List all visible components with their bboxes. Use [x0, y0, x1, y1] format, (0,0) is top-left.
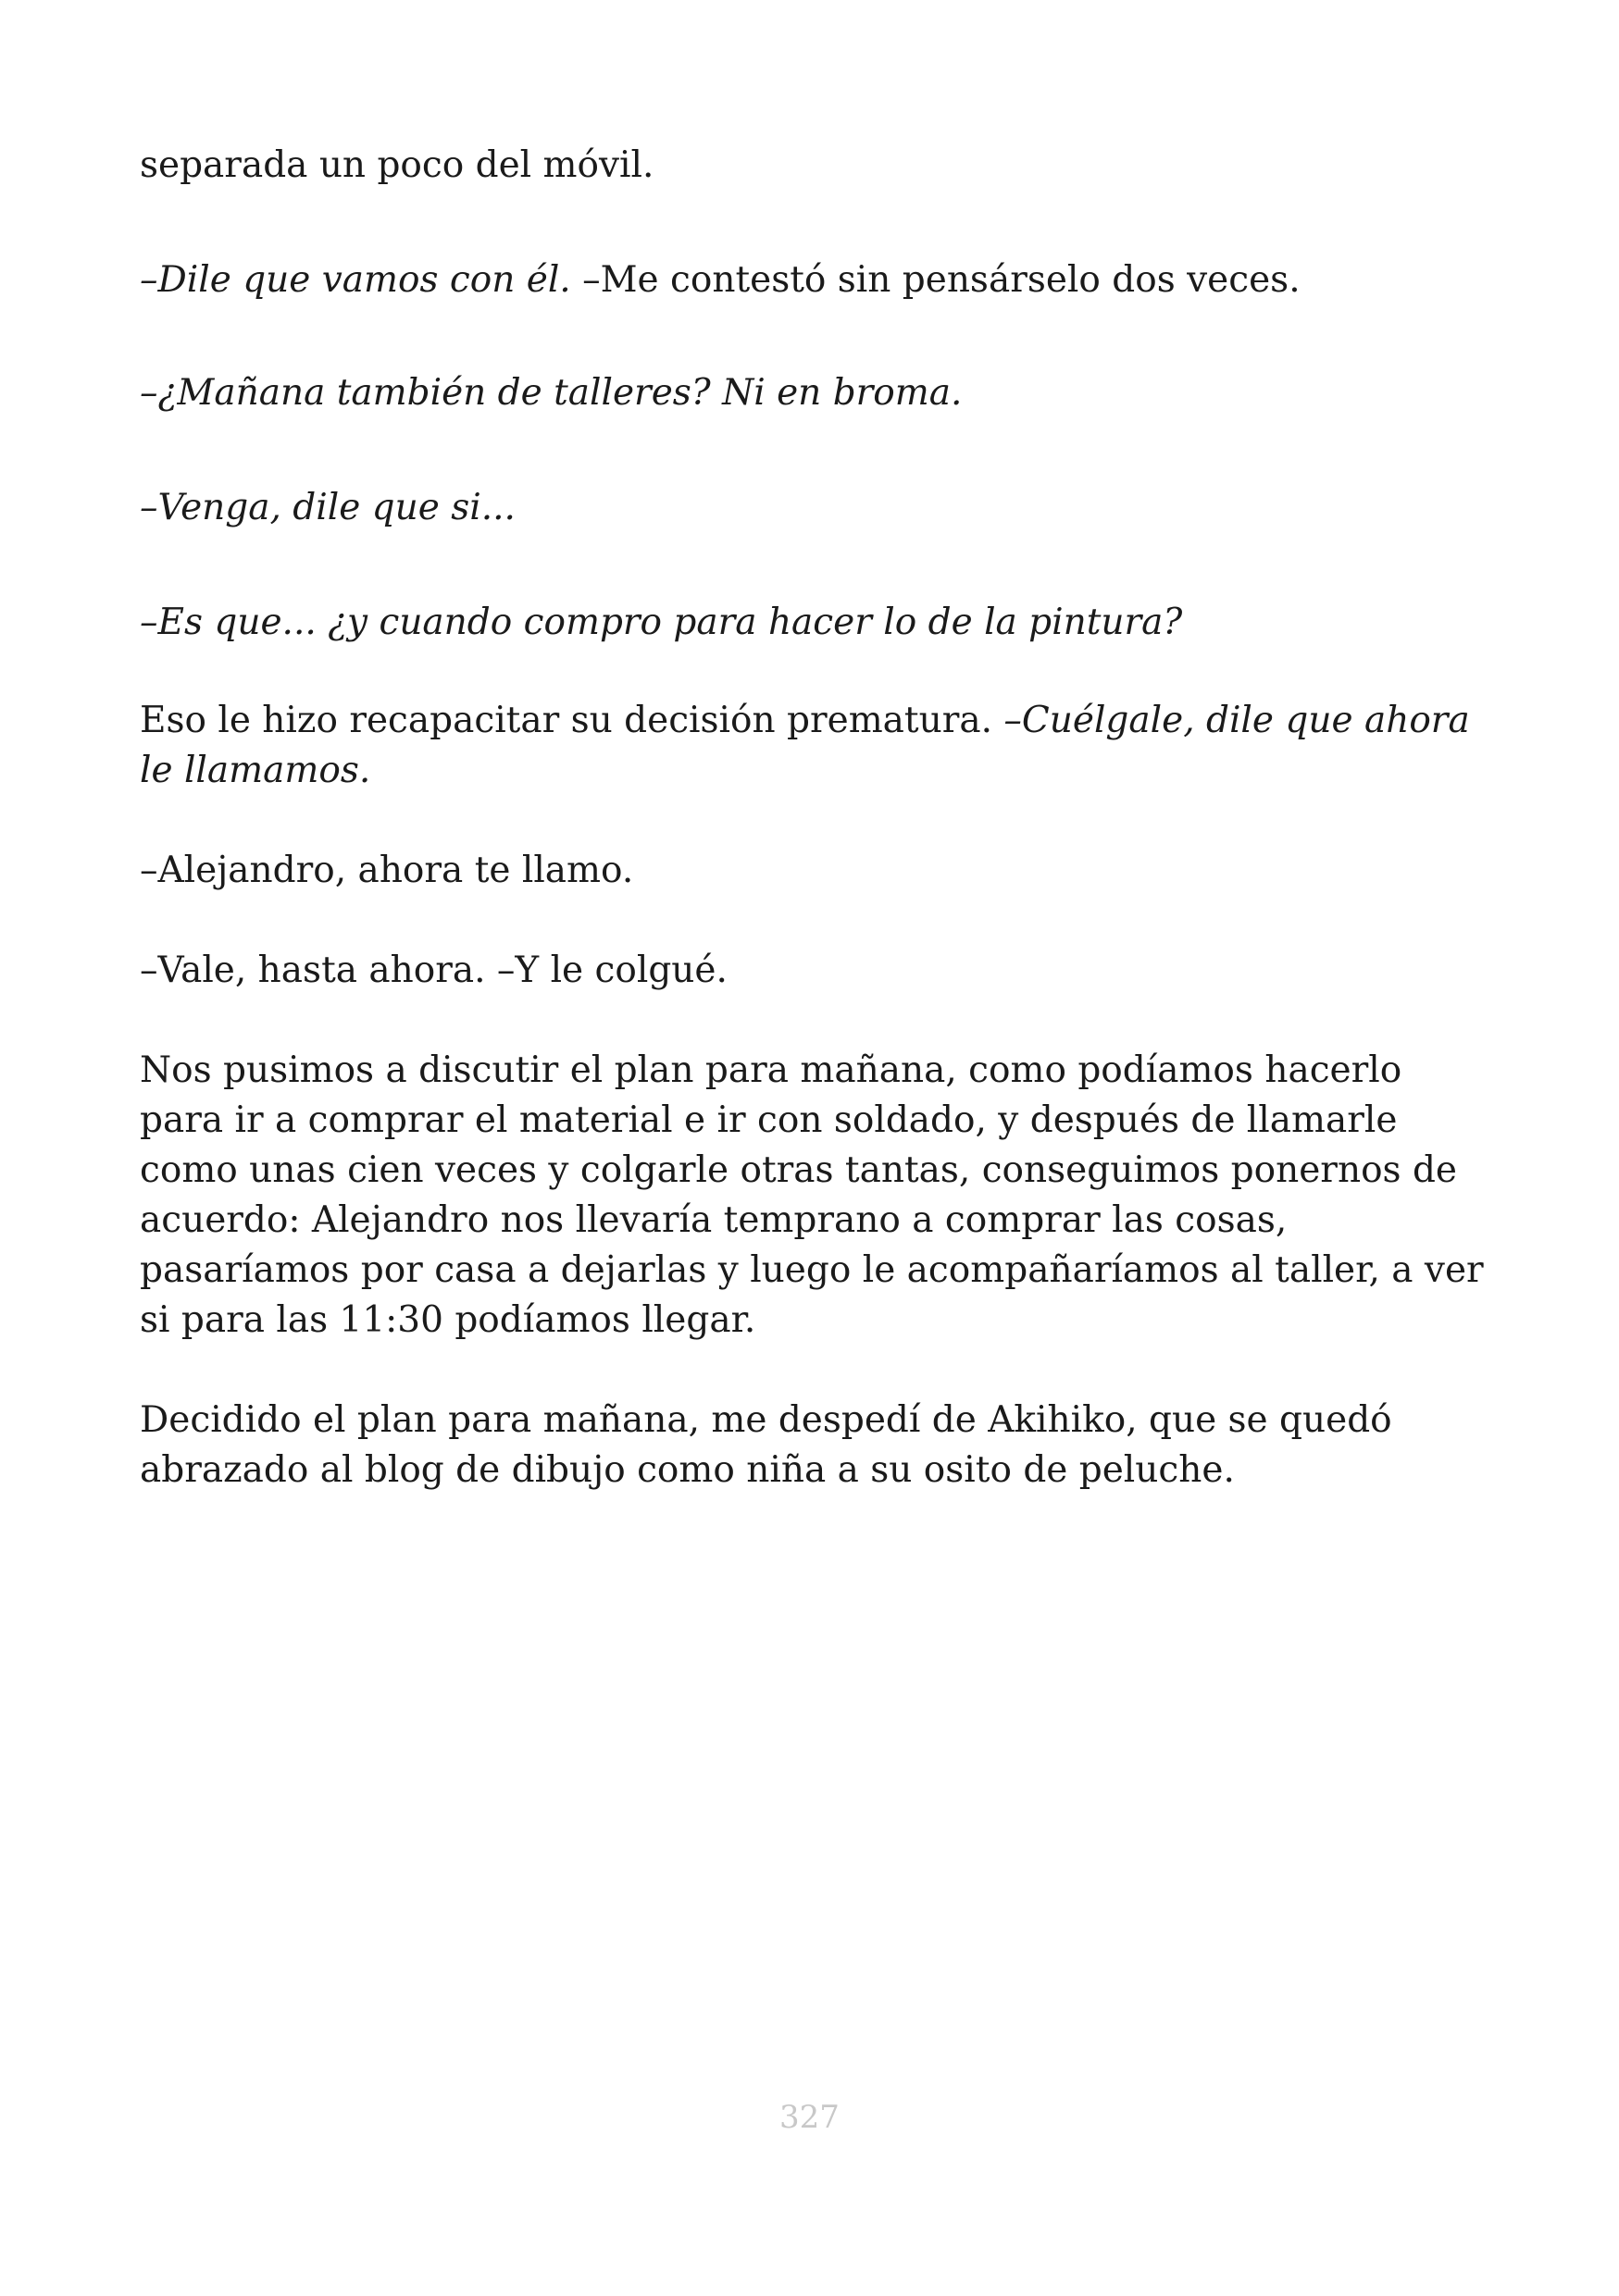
paragraph-3-dialogue: –¿Mañana también de talleres? Ni en broma.: [140, 372, 963, 414]
paragraph-2-dialogue: –Dile que vamos con él.: [140, 259, 571, 301]
paragraph-6-narration: Eso le hizo recapacitar su decisión prematura.: [140, 700, 1004, 741]
paragraph-7-text: –Alejandro, ahora te llamo.: [140, 850, 634, 891]
paragraph-9: [140, 1046, 1491, 1346]
paragraph-9-text: Nos pusimos a discutir el plan para mañana, como podíamos hacerlo para ir a comprar el material e ir con soldado, y después de llamarle como unas cien veces y colgarle otras tantas, conseguimos ponernos de acuerdo: Alejandro nos llevaría temprano a comprar las cosas, pasaríamos por casa a dejarlas y luego le acompañaríamos al taller, a ver si para las 11:30 podíamos llegar.: [140, 1049, 1484, 1341]
paragraph-2: [140, 255, 1491, 305]
paragraph-7: [140, 846, 1491, 896]
paragraph-4: [140, 483, 1491, 533]
paragraph-5-dialogue: –Es que... ¿y cuando compro para hacer lo de la pintura?: [140, 602, 1183, 643]
paragraph-3: [140, 368, 1491, 418]
page-number: 327: [779, 2099, 840, 2136]
paragraph-6: [140, 696, 1491, 796]
paragraph-8: [140, 946, 1491, 996]
paragraph-4-dialogue: –Venga, dile que si...: [140, 487, 516, 528]
paragraph-5: [140, 598, 1491, 648]
paragraph-10-text: Decidido el plan para mañana, me despedí de Akihiko, que se quedó abrazado al blog de dibujo como niña a su osito de peluche.: [140, 1399, 1392, 1491]
paragraph-2-narration: –Me contestó sin pensárselo dos veces.: [570, 259, 1301, 301]
paragraph-6-dialogue: –Cuélgale, dile que ahora le llamamos.: [140, 700, 1470, 791]
paragraph-8-text: –Vale, hasta ahora. –Y le colgué.: [140, 949, 728, 991]
paragraph-10: [140, 1396, 1491, 1496]
paragraph-1-text: separada un poco del móvil.: [140, 144, 654, 186]
paragraph-1: [140, 141, 1491, 191]
